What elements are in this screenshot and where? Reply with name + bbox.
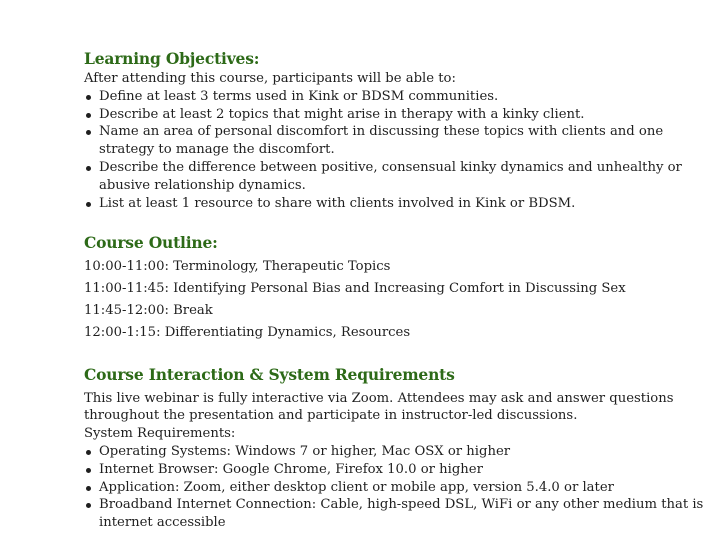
requirement-item: Broadband Internet Connection: Cable, high-speed DSL, WiFi or any other medium that is internet accessible	[84, 496, 704, 532]
requirement-item: Operating Systems: Windows 7 or higher, Mac OSX or higher	[84, 443, 704, 461]
learning-objectives-list	[84, 88, 704, 213]
system-requirements-heading: Course Interaction & System Requirements	[84, 364, 455, 384]
objective-item: Name an area of personal discomfort in discussing these topics with clients and one strategy to manage the discomfort.	[84, 123, 704, 159]
objective-item: Describe at least 2 topics that might arise in therapy with a kinky client.	[84, 106, 704, 124]
objective-item: Describe the difference between positive, consensual kinky dynamics and unhealthy or abusive relationship dynamics.	[84, 159, 704, 195]
system-requirements-intro: This live webinar is fully interactive via Zoom. Attendees may ask and answer questions throughout the presentation and participate in instructor-led discussions.	[84, 390, 674, 424]
outline-row: 10:00-11:00: Terminology, Therapeutic Topics	[84, 259, 391, 275]
course-details-document	[84, 48, 704, 532]
system-requirements-section	[84, 364, 704, 532]
learning-objectives-intro: After attending this course, participants will be able to:	[84, 71, 456, 86]
objective-item: List at least 1 resource to share with clients involved in Kink or BDSM.	[84, 195, 704, 213]
learning-objectives-section	[84, 48, 704, 212]
learning-objectives-heading: Learning Objectives:	[84, 49, 260, 68]
system-requirements-list	[84, 443, 704, 532]
requirement-item: Application: Zoom, either desktop client or mobile app, version 5.4.0 or later	[84, 479, 704, 497]
requirement-item: Internet Browser: Google Chrome, Firefox 10.0 or higher	[84, 461, 704, 479]
course-outline-list	[84, 256, 704, 343]
outline-row: 11:00-11:45: Identifying Personal Bias and Increasing Comfort in Discussing Sex	[84, 281, 626, 297]
outline-row: 12:00-1:15: Differentiating Dynamics, Resources	[84, 324, 411, 340]
course-outline-section	[84, 232, 704, 343]
course-outline-heading: Course Outline:	[84, 233, 218, 253]
objective-item: Define at least 3 terms used in Kink or BDSM communities.	[84, 88, 704, 106]
outline-row: 11:45-12:00: Break	[84, 302, 213, 318]
system-requirements-subheading: System Requirements:	[84, 426, 236, 442]
